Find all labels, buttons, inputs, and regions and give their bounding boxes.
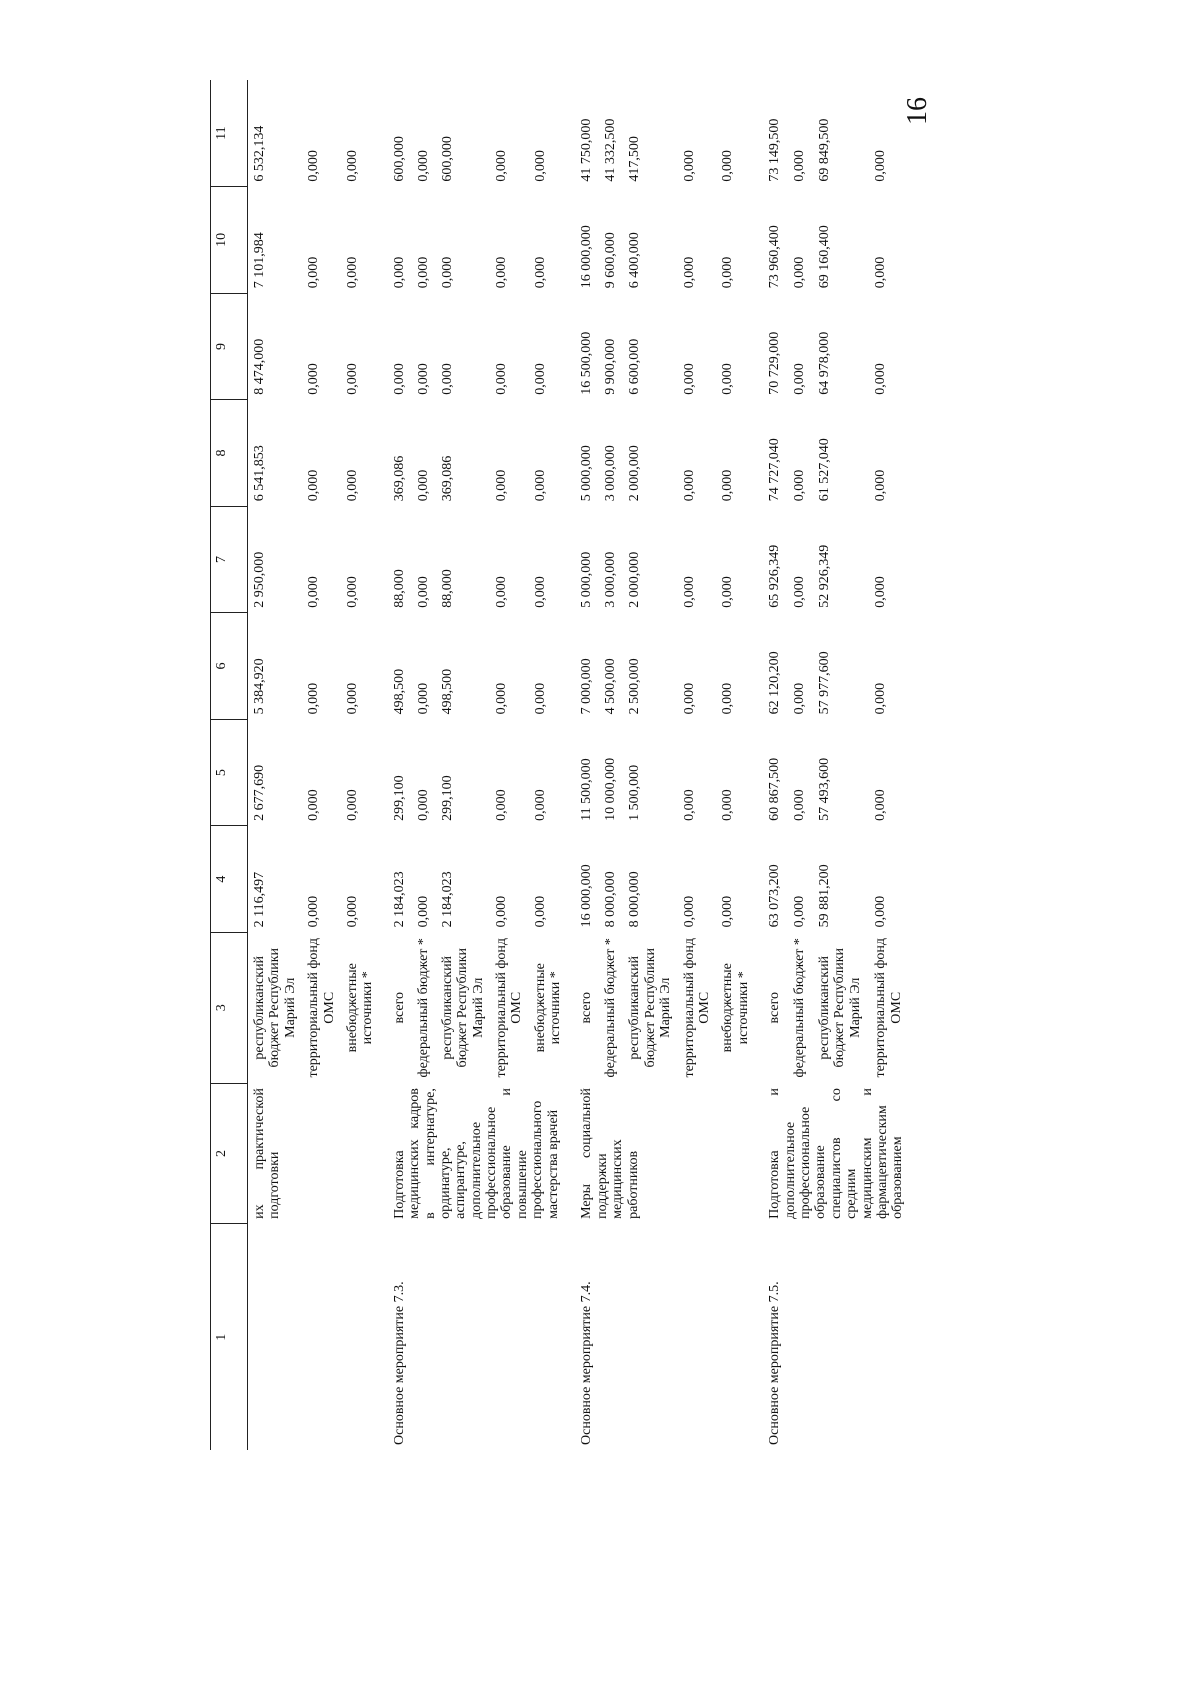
value-cell: 0,000 xyxy=(532,895,548,928)
value-cell: 0,000 xyxy=(415,363,431,395)
value-cell: 0,000 xyxy=(681,789,697,821)
value-cell: 0,000 xyxy=(415,576,431,608)
separator-cell xyxy=(567,80,575,1450)
value-cell: 417,500 xyxy=(627,136,643,182)
value-cell: 0,000 xyxy=(720,895,736,928)
event-description-cell: Подготовка и дополнительное профессиональное образование специалистов со средним медицинским и фармацевтическим образованием xyxy=(767,1088,906,1219)
value-cell: 0,000 xyxy=(532,469,548,502)
value-cell: 0,000 xyxy=(415,150,431,182)
value-cell: 0,000 xyxy=(720,150,736,182)
value-cell: 2 000,000 xyxy=(627,551,643,608)
table-row xyxy=(575,80,599,1450)
value-cell: 0,000 xyxy=(493,576,509,608)
value-cell: 69 160,400 xyxy=(817,225,833,289)
value-cell: 0,000 xyxy=(344,682,360,715)
value-cell: 0,000 xyxy=(344,469,360,502)
value-cell: 0,000 xyxy=(439,256,455,289)
funding-source-cell: внебюджетные источники * xyxy=(344,963,376,1053)
value-cell: 6 600,000 xyxy=(627,338,643,395)
value-cell: 8 000,000 xyxy=(603,871,619,928)
value-cell: 52 926,349 xyxy=(817,544,833,608)
value-cell: 498,500 xyxy=(391,668,407,715)
value-cell: 62 120,200 xyxy=(767,651,783,715)
value-cell: 0,000 xyxy=(306,789,322,821)
value-cell: 0,000 xyxy=(415,469,431,502)
value-cell: 0,000 xyxy=(681,895,697,928)
value-cell: 6 400,000 xyxy=(627,232,643,289)
value-cell: 0,000 xyxy=(873,363,889,395)
header-cell: 6 xyxy=(211,613,248,720)
value-cell: 0,000 xyxy=(532,576,548,608)
funding-source-cell: внебюджетные источники * xyxy=(532,963,564,1053)
funding-source-cell: республиканский бюджет Республики Марий Эл xyxy=(627,947,674,1068)
value-cell: 8 000,000 xyxy=(627,871,643,928)
value-cell: 0,000 xyxy=(306,469,322,502)
value-cell: 11 500,000 xyxy=(579,758,595,821)
value-cell: 0,000 xyxy=(532,256,548,289)
event-title-cell: Основное мероприятие 7.4. xyxy=(579,1281,595,1445)
event-title-cell: Основное мероприятие 7.3. xyxy=(391,1281,407,1445)
value-cell: 0,000 xyxy=(344,150,360,182)
value-cell: 600,000 xyxy=(391,136,407,182)
funding-source-cell: территориальный фонд ОМС xyxy=(306,937,337,1078)
header-cell: 3 xyxy=(211,932,248,1083)
value-cell: 0,000 xyxy=(873,256,889,289)
value-cell: 0,000 xyxy=(681,469,697,502)
value-cell: 6 532,134 xyxy=(252,125,267,182)
header-cell: 11 xyxy=(211,80,248,187)
value-cell: 0,000 xyxy=(720,469,736,502)
value-cell: 0,000 xyxy=(306,150,322,182)
funding-source-cell: всего xyxy=(579,992,595,1024)
value-cell: 57 493,600 xyxy=(817,757,833,821)
value-cell: 60 867,500 xyxy=(767,757,783,821)
rotated-page-content xyxy=(210,80,1010,1450)
header-row xyxy=(211,80,248,1450)
funding-source-cell: республиканский бюджет Республики Марий Эл xyxy=(252,947,298,1068)
value-cell: 0,000 xyxy=(681,682,697,715)
value-cell: 0,000 xyxy=(439,363,455,395)
value-cell: 369,086 xyxy=(439,455,455,502)
value-cell: 0,000 xyxy=(493,682,509,715)
value-cell: 16 000,000 xyxy=(579,864,595,928)
value-cell: 73 960,400 xyxy=(767,225,783,289)
value-cell: 0,000 xyxy=(792,895,808,928)
group-separator xyxy=(380,80,388,1450)
value-cell: 57 977,600 xyxy=(817,651,833,715)
value-cell: 5 000,000 xyxy=(579,551,595,608)
value-cell: 0,000 xyxy=(873,576,889,608)
value-cell: 2 184,023 xyxy=(391,871,407,928)
value-cell: 0,000 xyxy=(306,256,322,289)
value-cell: 0,000 xyxy=(792,363,808,395)
value-cell: 0,000 xyxy=(792,576,808,608)
value-cell: 0,000 xyxy=(720,682,736,715)
funding-source-cell: республиканский бюджет Республики Марий Эл xyxy=(817,947,863,1068)
value-cell: 0,000 xyxy=(493,363,509,395)
value-cell: 0,000 xyxy=(415,789,431,821)
value-cell: 0,000 xyxy=(415,895,431,928)
value-cell: 0,000 xyxy=(873,682,889,715)
value-cell: 7 101,984 xyxy=(252,232,267,289)
value-cell: 61 527,040 xyxy=(817,438,833,502)
value-cell: 3 000,000 xyxy=(603,445,619,502)
funding-source-cell: всего xyxy=(391,992,407,1024)
header-cell: 5 xyxy=(211,719,248,826)
funding-source-cell: территориальный фонд ОМС xyxy=(873,937,904,1078)
group-separator xyxy=(567,80,575,1450)
header-cell: 8 xyxy=(211,400,248,507)
value-cell: 0,000 xyxy=(493,895,509,928)
separator-cell xyxy=(380,80,388,1450)
value-cell: 299,100 xyxy=(439,775,455,821)
value-cell: 0,000 xyxy=(344,256,360,289)
value-cell: 0,000 xyxy=(792,469,808,502)
value-cell: 69 849,500 xyxy=(817,118,833,182)
value-cell: 10 000,000 xyxy=(603,757,619,821)
value-cell: 16 000,000 xyxy=(579,225,595,289)
event-description-cell: Меры социальной поддержки медицинских работников xyxy=(579,1088,641,1219)
value-cell: 498,500 xyxy=(439,668,455,715)
value-cell: 0,000 xyxy=(792,150,808,182)
value-cell: 0,000 xyxy=(415,682,431,715)
value-cell: 0,000 xyxy=(720,363,736,395)
value-cell: 0,000 xyxy=(873,895,889,928)
page-number: 16 xyxy=(902,97,933,125)
value-cell: 2 677,690 xyxy=(252,764,267,821)
value-cell: 0,000 xyxy=(681,363,697,395)
event-title-cell xyxy=(248,1224,380,1450)
value-cell: 4 500,000 xyxy=(603,658,619,715)
value-cell: 0,000 xyxy=(493,256,509,289)
funding-source-cell: территориальный фонд ОМС xyxy=(493,937,525,1078)
value-cell: 0,000 xyxy=(681,576,697,608)
value-cell: 0,000 xyxy=(873,469,889,502)
value-cell: 0,000 xyxy=(873,150,889,182)
header-cell: 4 xyxy=(211,826,248,933)
event-description-cell: Подготовка медицинских кадров в интернатуре, ординатуре, аспирантуре, дополнительное профессиональное образование и повышение профессионального мастерства врачей xyxy=(391,1088,561,1219)
table-row xyxy=(388,80,412,1450)
group-separator xyxy=(755,80,763,1450)
value-cell: 5 384,920 xyxy=(252,658,267,715)
value-cell: 299,100 xyxy=(391,775,407,821)
value-cell: 0,000 xyxy=(306,363,322,395)
value-cell: 0,000 xyxy=(344,895,360,928)
value-cell: 9 600,000 xyxy=(603,232,619,289)
value-cell: 2 500,000 xyxy=(627,658,643,715)
table-row xyxy=(248,80,303,1450)
header-cell: 1 xyxy=(211,1224,248,1450)
funding-source-cell: всего xyxy=(767,992,783,1024)
value-cell: 8 474,000 xyxy=(252,338,267,395)
funding-source-cell: федеральный бюджет * xyxy=(603,938,619,1078)
value-cell: 2 000,000 xyxy=(627,445,643,502)
value-cell: 0,000 xyxy=(306,895,322,928)
value-cell: 0,000 xyxy=(792,256,808,289)
header-cell: 9 xyxy=(211,293,248,400)
value-cell: 600,000 xyxy=(439,136,455,182)
funding-source-cell: федеральный бюджет * xyxy=(792,938,808,1078)
value-cell: 88,000 xyxy=(439,569,455,608)
funding-source-cell: федеральный бюджет * xyxy=(415,938,431,1078)
value-cell: 5 000,000 xyxy=(579,445,595,502)
value-cell: 0,000 xyxy=(720,789,736,821)
value-cell: 64 978,000 xyxy=(817,331,833,395)
separator-cell xyxy=(755,80,763,1450)
budget-table xyxy=(210,80,910,1450)
value-cell: 0,000 xyxy=(532,363,548,395)
event-title-cell: Основное мероприятие 7.5. xyxy=(767,1281,783,1445)
value-cell: 0,000 xyxy=(720,576,736,608)
value-cell: 0,000 xyxy=(532,789,548,821)
event-description-cell: их практической подготовки xyxy=(252,1088,283,1219)
value-cell: 0,000 xyxy=(344,576,360,608)
value-cell: 0,000 xyxy=(493,789,509,821)
value-cell: 16 500,000 xyxy=(579,331,595,395)
value-cell: 0,000 xyxy=(532,682,548,715)
value-cell: 0,000 xyxy=(681,150,697,182)
value-cell: 2 950,000 xyxy=(252,551,267,608)
value-cell: 7 000,000 xyxy=(579,658,595,715)
value-cell: 3 000,000 xyxy=(603,551,619,608)
value-cell: 6 541,853 xyxy=(252,445,267,502)
header-cell: 10 xyxy=(211,187,248,294)
value-cell: 0,000 xyxy=(681,256,697,289)
value-cell: 0,000 xyxy=(391,363,407,395)
value-cell: 2 184,023 xyxy=(439,871,455,928)
value-cell: 0,000 xyxy=(306,682,322,715)
value-cell: 88,000 xyxy=(391,569,407,608)
value-cell: 59 881,200 xyxy=(817,864,833,928)
value-cell: 0,000 xyxy=(792,682,808,715)
value-cell: 1 500,000 xyxy=(627,764,643,821)
header-cell: 7 xyxy=(211,506,248,613)
value-cell: 74 727,040 xyxy=(767,438,783,502)
value-cell: 0,000 xyxy=(792,789,808,821)
value-cell: 0,000 xyxy=(344,363,360,395)
funding-source-cell: внебюджетные источники * xyxy=(720,963,751,1053)
value-cell: 41 750,000 xyxy=(579,118,595,182)
value-cell: 41 332,500 xyxy=(603,118,619,182)
value-cell: 63 073,200 xyxy=(767,864,783,928)
value-cell: 0,000 xyxy=(391,256,407,289)
value-cell: 0,000 xyxy=(344,789,360,821)
funding-source-cell: республиканский бюджет Республики Марий Эл xyxy=(439,947,486,1068)
value-cell: 2 116,497 xyxy=(252,871,267,928)
value-cell: 0,000 xyxy=(493,469,509,502)
value-cell: 0,000 xyxy=(415,256,431,289)
value-cell: 369,086 xyxy=(391,455,407,502)
value-cell: 73 149,500 xyxy=(767,118,783,182)
value-cell: 0,000 xyxy=(306,576,322,608)
value-cell: 0,000 xyxy=(493,150,509,182)
value-cell: 70 729,000 xyxy=(767,331,783,395)
value-cell: 0,000 xyxy=(873,789,889,821)
value-cell: 65 926,349 xyxy=(767,544,783,608)
value-cell: 0,000 xyxy=(720,256,736,289)
funding-source-cell: территориальный фонд ОМС xyxy=(681,937,713,1078)
header-cell: 2 xyxy=(211,1083,248,1224)
table-row xyxy=(763,80,788,1450)
value-cell: 9 900,000 xyxy=(603,338,619,395)
value-cell: 0,000 xyxy=(532,150,548,182)
